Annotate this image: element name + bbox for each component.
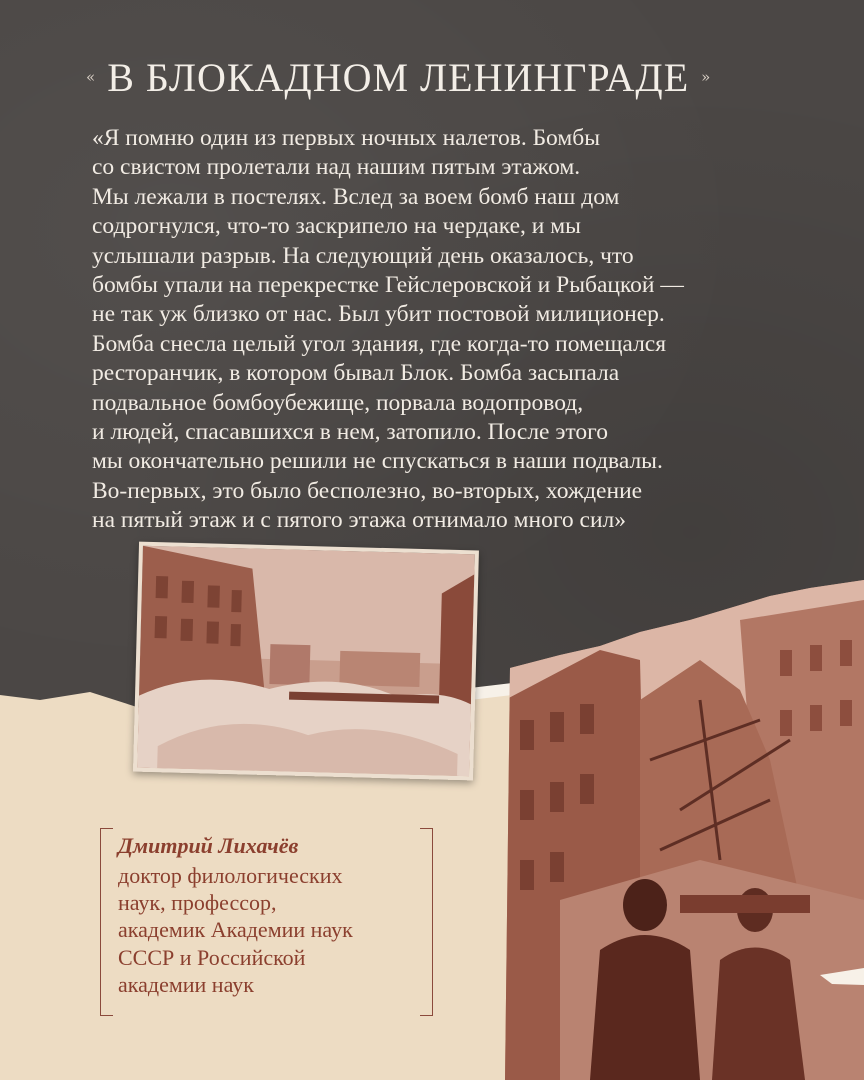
snowy-street-illustration (137, 546, 475, 777)
quote-line: Мы лежали в постелях. Вслед за воем бомб наш дом (92, 183, 620, 210)
credentials-line: академик Академии наук (118, 917, 353, 943)
page-title: В БЛОКАДНОМ ЛЕНИНГРАДЕ (107, 54, 690, 100)
quote-line: содрогнулся, что-то заскрипело на чердаке, и мы (92, 213, 581, 240)
quote-line: Бомба снесла целый угол здания, где когда-то помещался (92, 330, 667, 357)
author-name: Дмитрий Лихачёв (118, 833, 299, 858)
memoir-quote (92, 124, 772, 536)
author-attribution (100, 828, 433, 1014)
quote-line: ресторанчик, в котором бывал Блок. Бомба засыпала (92, 360, 620, 387)
credentials-line: академии наук (118, 971, 254, 997)
snowy-street-photo (133, 542, 479, 781)
right-quote-mark: » (701, 68, 711, 86)
quote-line: на пятый этаж и с пятого этажа отнимало много сил» (92, 507, 627, 534)
quote-line: мы окончательно решили не спускаться в наши подвалы. (92, 448, 663, 475)
quote-line: бомбы упали на перекрестке Гейслеровской и Рыбацкой — (92, 272, 684, 299)
page-header (86, 52, 710, 102)
quote-line: услышали разрыв. На следующий день оказалось, что (92, 242, 634, 269)
quote-line: «Я помню один из первых ночных налетов. Бомбы (92, 125, 600, 151)
credentials-line: СССР и Российской (118, 944, 306, 970)
left-quote-mark: « (86, 68, 96, 86)
quote-line: со свистом пролетали над нашим пятым этажом. (92, 154, 581, 181)
right-bracket (420, 828, 433, 1016)
credentials-line: наук, профессор, (118, 890, 277, 916)
author-credentials (118, 862, 418, 998)
credentials-line: доктор филологических (118, 863, 343, 888)
quote-line: Во-первых, это было бесполезно, во-вторых, хождение (92, 477, 643, 504)
quote-line: и людей, спасавшихся в нем, затопило. После этого (92, 419, 608, 446)
left-bracket (100, 828, 113, 1016)
quote-line: подвальное бомбоубежище, порвала водопровод, (92, 389, 584, 416)
quote-line: не так уж близко от нас. Был убит постовой милиционер. (92, 301, 665, 328)
